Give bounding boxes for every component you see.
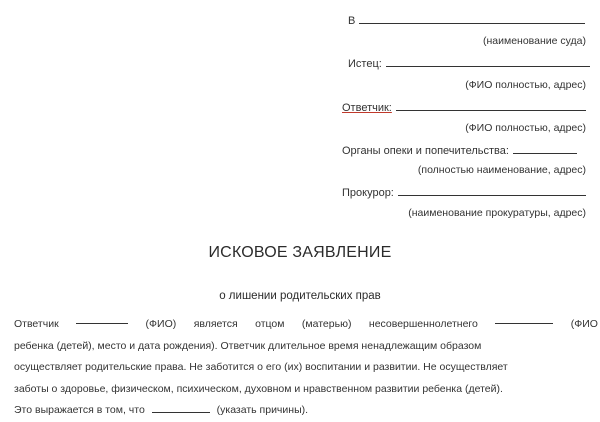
body-word: является <box>193 318 238 330</box>
court-line <box>348 13 585 28</box>
prosecutor-line <box>342 185 586 200</box>
court-prefix: В <box>348 15 356 27</box>
document-title: ИСКОВОЕ ЗАЯВЛЕНИЕ <box>208 244 392 261</box>
body-word: отцом <box>255 318 285 330</box>
body-word: Это выражается в том, что <box>14 404 145 416</box>
body-line-3: осуществляет родительские права. Не заботится о его (их) воспитании и развитии. Не осуществляет <box>14 361 508 373</box>
body-paragraph <box>14 314 598 422</box>
defendant-caption: (ФИО полностью, адрес) <box>465 122 586 134</box>
body-line-1 <box>14 314 598 336</box>
court-blank <box>359 13 585 24</box>
body-word: (матерью) <box>301 318 352 330</box>
guardianship-line <box>342 143 577 158</box>
body-word: Ответчик <box>14 318 59 330</box>
body-word: (ФИО) <box>145 318 177 330</box>
prosecutor-blank <box>398 185 586 196</box>
body-word: (ФИО <box>570 318 598 330</box>
defendant-line <box>342 100 586 115</box>
plaintiff-caption: (ФИО полностью, адрес) <box>465 79 586 91</box>
plaintiff-blank <box>386 56 590 67</box>
body-line-2: ребенка (детей), место и дата рождения). Ответчик длительное время ненадлежащим образом <box>14 339 482 352</box>
guardianship-label: Органы опеки и попечительства: <box>342 145 509 157</box>
plaintiff-line <box>348 56 590 71</box>
defendant-label: Ответчик: <box>342 102 392 114</box>
plaintiff-label: Истец: <box>348 58 382 70</box>
court-caption: (наименование суда) <box>482 35 586 47</box>
child-name-blank <box>495 314 553 324</box>
body-word: (указать причины). <box>216 404 309 416</box>
defendant-name-blank <box>76 314 128 324</box>
body-line-4: заботы о здоровье, физическом, психическом, духовном и нравственном развитии ребенка (детей). <box>14 382 503 395</box>
guardianship-blank <box>513 143 577 154</box>
guardianship-caption: (полностью наименование, адрес) <box>417 164 586 176</box>
document-subtitle: о лишении родительских прав <box>219 290 381 302</box>
body-word: несовершеннолетнего <box>368 318 478 330</box>
prosecutor-caption: (наименование прокуратуры, адрес) <box>408 207 586 219</box>
body-line-5 <box>14 400 598 422</box>
reasons-blank <box>152 403 210 413</box>
defendant-blank <box>396 100 586 111</box>
prosecutor-label: Прокурор: <box>342 187 394 199</box>
